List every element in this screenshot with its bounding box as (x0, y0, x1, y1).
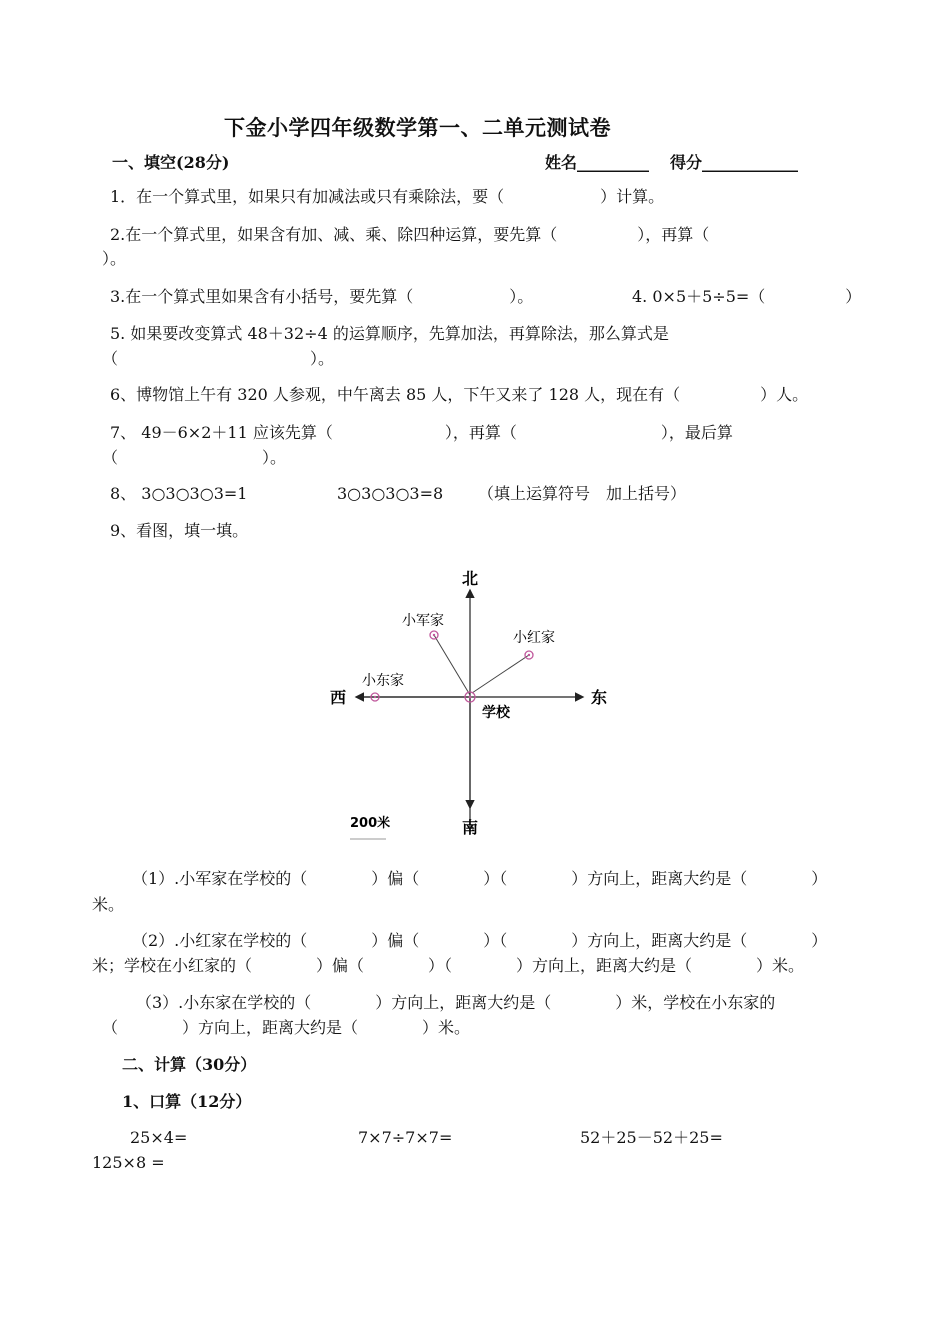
calc-item-2: 7×7÷7×7= (358, 1128, 453, 1147)
page-title: 下金小学四年级数学第一、二单元测试卷 (224, 115, 611, 140)
calc-item-3: 52＋25－52＋25= (580, 1128, 723, 1147)
question-2-line2: ）。 (102, 249, 127, 268)
direction-map (320, 555, 620, 845)
sub-question-2-line2: 米；学校在小红家的（ ）偏（ ）（ ）方向上，距离大约是（ ）米。 (92, 956, 805, 975)
line-to-xiaohong (472, 655, 529, 693)
north-label: 北 (462, 569, 479, 588)
question-4: 4. 0×5＋5÷5=（ ） (632, 287, 862, 306)
scale-label: 200米 (350, 816, 391, 831)
sub-question-1-line2: 米。 (92, 895, 125, 914)
question-5-line2: （ ）。 (102, 349, 335, 368)
question-7-line1: 7、 49－6×2＋11 应该先算（ ），再算（ ），最后算 (110, 423, 733, 442)
score-field-label: 得分____________ (670, 153, 799, 172)
question-7-line2: （ ）。 (102, 448, 287, 467)
question-9: 9、看图，填一填。 (110, 521, 249, 540)
section1-heading: 一、填空(28分) (112, 153, 230, 172)
section2-heading: 二、计算（30分） (122, 1055, 257, 1074)
xiaojun-home-marker (430, 631, 438, 639)
south-label: 南 (462, 818, 479, 837)
name-field-label: 姓名_________ (545, 153, 650, 172)
question-8-note: （填上运算符号 加上括号） (478, 484, 687, 503)
question-3: 3.在一个算式里如果含有小括号，要先算（ ）。 (110, 287, 534, 306)
question-6: 6、博物馆上午有 320 人参观，中午离去 85 人，下午又来了 128 人，现在有（ ）人。 (110, 385, 809, 404)
sub-question-1-line1: （1）.小军家在学校的（ ）偏（ ）（ ）方向上，距离大约是（ ） (132, 869, 828, 888)
question-8-part-a: 8、 3○3○3○3=1 (110, 484, 248, 503)
xiaohong-label: 小红家 (513, 630, 555, 646)
question-2-line1: 2.在一个算式里，如果含有加、减、乘、除四种运算，要先算（ ），再算（ (110, 225, 710, 244)
sub-question-2-line1: （2）.小红家在学校的（ ）偏（ ）（ ）方向上，距离大约是（ ） (132, 931, 828, 950)
calc-item-4: 125×8 = (92, 1153, 165, 1172)
school-label: 学校 (482, 705, 510, 721)
west-label: 西 (330, 688, 347, 707)
sub-question-3-line2: （ ）方向上，距离大约是（ ）米。 (102, 1018, 471, 1037)
section2-subheading: 1、口算（12分） (122, 1092, 252, 1111)
xiaohong-home-marker (525, 651, 533, 659)
line-to-xiaojun (434, 635, 470, 695)
xiaodong-label: 小东家 (362, 673, 404, 689)
question-1: 1．在一个算式里，如果只有加减法或只有乘除法，要（ ）计算。 (110, 187, 665, 206)
xiaojun-label: 小军家 (402, 613, 444, 629)
question-8-part-b: 3○3○3○3=8 (337, 484, 444, 503)
calc-item-1: 25×4= (130, 1128, 188, 1147)
question-5-line1: 5. 如果要改变算式 48＋32÷4 的运算顺序，先算加法，再算除法，那么算式是 (110, 324, 669, 343)
east-label: 东 (591, 688, 608, 707)
sub-question-3-line1: （3）.小东家在学校的（ ）方向上，距离大约是（ ）米，学校在小东家的 (136, 993, 776, 1012)
